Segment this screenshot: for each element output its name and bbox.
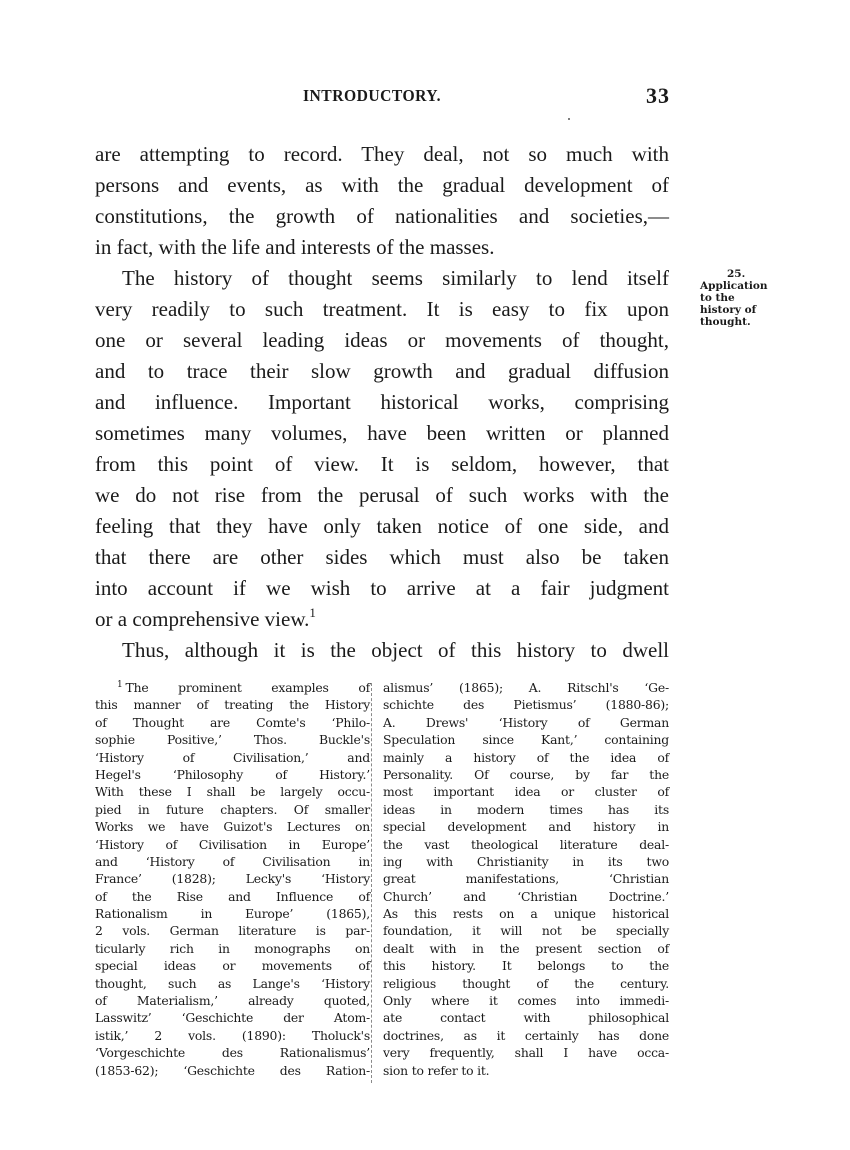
footnote-right-column (383, 679, 669, 1079)
footnote-line: ideas in modern times has its (383, 801, 669, 817)
body-text (95, 139, 669, 666)
marginal-note-line: to the (700, 292, 735, 304)
footnote-line: ‘Vorgeschichte des Rationalismus’ (95, 1045, 370, 1061)
text-line: very readily to such treatment. It is easy to fix upon (95, 297, 669, 321)
marginal-note-line: thought. (700, 316, 751, 328)
footnote-marker: 1 (117, 680, 123, 690)
footnote-line: of the Rise and Influence of (95, 888, 370, 904)
footnote-line: thought, such as Lange's ‘History (95, 975, 370, 991)
text-line: are attempting to record. They deal, not so much with (95, 142, 669, 166)
footnote-line: this manner of treating the History (95, 697, 370, 713)
text-line: that there are other sides which must also be taken (95, 545, 669, 569)
footnote-line: special development and history in (383, 819, 669, 835)
text-line: into account if we wish to arrive at a fair judgment (95, 576, 669, 600)
footnote-line: doctrines, as it certainly has done (383, 1027, 669, 1043)
text-line: feeling that they have only taken notice of one side, and (95, 514, 669, 538)
text-line: from this point of view. It is seldom, however, that (95, 452, 669, 476)
footnote-line: ‘History of Civilisation,’ and (95, 749, 370, 765)
footnote-line: dealt with in the present section of (383, 940, 669, 956)
footnote-line: sophie Positive,’ Thos. Buckle's (95, 732, 370, 748)
footnote-line: sion to refer to it. (383, 1062, 490, 1078)
footnote-line: Only where it comes into immedi- (383, 993, 669, 1009)
footnote-line: foundation, it will not be specially (383, 923, 669, 939)
footnote-line: Church’ and ‘Christian Doctrine.’ (383, 888, 669, 904)
footnote-line: of Materialism,’ already quoted, (95, 993, 370, 1009)
footnote-line: special ideas or movements of (95, 958, 370, 974)
footnote-line: $^1$ The prominent examples of (117, 680, 370, 695)
text-line: constitutions, the growth of nationalities and societies,— (95, 204, 669, 228)
footnote-line: istik,’ 2 vols. (1890): Tholuck's (95, 1027, 370, 1043)
footnote-line: With these I shall be largely occu- (95, 784, 370, 800)
footnote-line: the vast theological literature deal- (383, 836, 669, 852)
footnote-line: France’ (1828); Lecky's ‘History (95, 871, 370, 887)
footnote-line: A. Drews' ‘History of German (383, 714, 669, 730)
footnote-line: Rationalism in Europe’ (1865), (95, 906, 370, 922)
text-line: one or several leading ideas or movements of thought, (95, 328, 669, 352)
text-line: sometimes many volumes, have been written or planned (95, 421, 669, 445)
footnote-line: 2 vols. German literature is par- (95, 923, 370, 939)
footnote-line: great manifestations, ‘Christian (383, 871, 669, 887)
footnote-column-divider (371, 683, 372, 1083)
text-line: Thus, although it is the object of this history to dwell (122, 638, 669, 662)
footnote-line: Lasswitz’ ‘Geschichte der Atom- (95, 1010, 370, 1026)
text-line: and to trace their slow growth and gradual diffusion (95, 359, 669, 383)
marginal-note-line: Application (700, 280, 768, 292)
footnote-line: schichte des Pietismus’ (1880-86); (383, 697, 669, 713)
page-number: 33 (646, 83, 670, 108)
text-line-content: or a comprehensive view. (95, 607, 310, 631)
footnote-line: and ‘History of Civilisation in (95, 853, 370, 869)
section-number: 25. (727, 268, 746, 280)
footnote-line: Works we have Guizot's Lectures on (95, 819, 370, 835)
running-header (95, 83, 670, 110)
footnote-line: As this rests on a unique historical (383, 906, 669, 922)
chapter-title: INTRODUCTORY. (303, 86, 441, 105)
footnote-line: Speculation since Kant,’ containing (383, 732, 669, 748)
text-line: and influence. Important historical works, comprising (95, 390, 669, 414)
footnote-line: religious thought of the century. (383, 975, 669, 991)
marginal-note-line: history of (700, 304, 757, 316)
scan-speck (568, 118, 570, 120)
footnote-line: pied in future chapters. Of smaller (95, 801, 370, 817)
text-line: The history of thought seems similarly to lend itself (122, 266, 669, 290)
footnote-reference[interactable]: 1 (309, 605, 316, 620)
footnote-line: this history. It belongs to the (383, 958, 669, 974)
text-line: we do not rise from the perusal of such works with the (95, 483, 669, 507)
footnote-line: ing with Christianity in its two (383, 853, 669, 869)
footnote-line: (1853-62); ‘Geschichte des Ration- (95, 1062, 370, 1078)
footnote-line: ‘History of Civilisation in Europe’ (95, 836, 370, 852)
footnote-line: alismus’ (1865); A. Ritschl's ‘Ge- (383, 680, 669, 695)
footnote-line: Hegel's ‘Philosophy of History.’ (95, 766, 370, 782)
footnote-line: Personality. Of course, by far the (383, 766, 669, 782)
footnote-left-column (95, 679, 370, 1079)
marginal-note (700, 268, 780, 328)
footnote-line: of Thought are Comte's ‘Philo- (95, 714, 370, 730)
footnote-line: most important idea or cluster of (383, 784, 669, 800)
text-line: persons and events, as with the gradual development of (95, 173, 669, 197)
footnote-line: mainly a history of the idea of (383, 749, 669, 765)
footnote-line: ticularly rich in monographs on (95, 940, 370, 956)
footnote-line: ate contact with philosophical (383, 1010, 669, 1026)
text-line: in fact, with the life and interests of the masses. (95, 235, 495, 259)
footnote-line: very frequently, shall I have occa- (383, 1045, 669, 1061)
text-line-with-footnote (95, 604, 669, 635)
